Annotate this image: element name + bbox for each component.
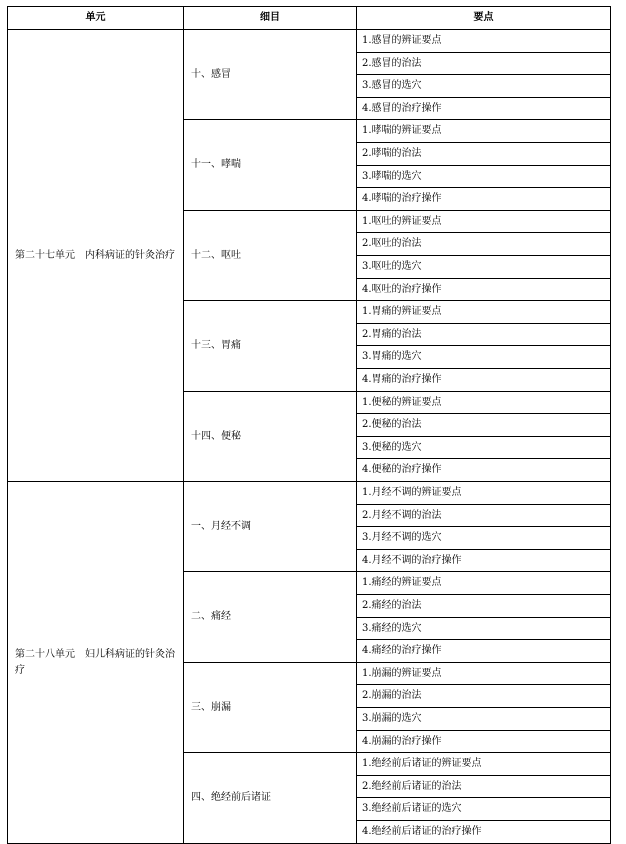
point-cell-text: 2.胃痛的治法 bbox=[362, 329, 422, 340]
topic-cell-text: 十二、呕吐 bbox=[191, 249, 241, 261]
point-cell-text: 1.月经不调的辨证要点 bbox=[362, 487, 462, 498]
topic-cell-text: 二、痛经 bbox=[191, 611, 231, 622]
point-cell bbox=[356, 413, 611, 437]
point-cell-text: 4.感冒的治疗操作 bbox=[362, 103, 442, 114]
point-cell bbox=[356, 97, 611, 121]
topic-cell bbox=[183, 210, 357, 301]
point-cell bbox=[356, 278, 611, 302]
header-point bbox=[356, 6, 611, 30]
point-cell-text: 2.痛经的治法 bbox=[362, 600, 422, 611]
point-cell-text: 3.痛经的选穴 bbox=[362, 623, 422, 634]
point-cell-text: 3.感冒的选穴 bbox=[362, 80, 422, 91]
point-cell bbox=[356, 255, 611, 279]
point-cell-text: 3.月经不调的选穴 bbox=[362, 532, 442, 543]
point-cell bbox=[356, 436, 611, 460]
header-topic-text: 细目 bbox=[260, 12, 280, 23]
point-cell bbox=[356, 526, 611, 550]
header-unit-text: 单元 bbox=[85, 12, 106, 23]
point-cell-text: 1.呕吐的辨证要点 bbox=[362, 216, 442, 227]
header-point-text: 要点 bbox=[473, 12, 494, 23]
point-cell bbox=[356, 752, 611, 776]
unit-cell bbox=[7, 481, 184, 844]
point-cell bbox=[356, 345, 611, 369]
point-cell bbox=[356, 639, 611, 663]
point-cell-text: 4.崩漏的治疗操作 bbox=[362, 736, 442, 747]
point-cell-text: 1.崩漏的辨证要点 bbox=[362, 668, 442, 679]
point-cell bbox=[356, 29, 611, 53]
topic-cell bbox=[183, 662, 357, 753]
point-cell bbox=[356, 368, 611, 392]
topic-cell-text: 十四、便秘 bbox=[191, 430, 241, 442]
point-cell bbox=[356, 549, 611, 573]
point-cell bbox=[356, 684, 611, 708]
topic-cell-text: 一、月经不调 bbox=[191, 520, 251, 532]
header-topic bbox=[183, 6, 357, 30]
point-cell-text: 2.感冒的治法 bbox=[362, 58, 422, 69]
point-cell-text: 2.绝经前后诸证的治法 bbox=[362, 781, 462, 792]
point-cell bbox=[356, 142, 611, 166]
point-cell bbox=[356, 52, 611, 76]
point-cell-text: 1.感冒的辨证要点 bbox=[362, 35, 442, 46]
unit-cell-text: 第二十八单元 妇儿科病证的针灸治疗 bbox=[15, 648, 175, 676]
point-cell bbox=[356, 74, 611, 98]
topic-cell-text: 四、绝经前后诸证 bbox=[191, 792, 271, 803]
topic-cell bbox=[183, 119, 357, 211]
point-cell-text: 2.月经不调的治法 bbox=[362, 510, 442, 521]
point-cell bbox=[356, 730, 611, 754]
point-cell bbox=[356, 797, 611, 821]
point-cell bbox=[356, 594, 611, 618]
point-cell-text: 4.便秘的治疗操作 bbox=[362, 464, 442, 475]
point-cell-text: 4.哮喘的治疗操作 bbox=[362, 193, 442, 204]
point-cell bbox=[356, 210, 611, 234]
point-cell bbox=[356, 187, 611, 211]
point-cell-text: 1.绝经前后诸证的辨证要点 bbox=[362, 758, 482, 769]
topic-cell-text: 三、崩漏 bbox=[191, 701, 231, 713]
point-cell-text: 1.哮喘的辨证要点 bbox=[362, 125, 442, 136]
topic-cell bbox=[183, 391, 357, 482]
syllabus-table bbox=[7, 6, 610, 837]
point-cell bbox=[356, 617, 611, 641]
topic-cell-text: 十一、哮喘 bbox=[191, 159, 241, 170]
topic-cell bbox=[183, 29, 357, 120]
point-cell bbox=[356, 458, 611, 482]
topic-cell-text: 十、感冒 bbox=[191, 68, 231, 80]
header-unit bbox=[7, 6, 184, 30]
unit-cell-text: 第二十七单元 内科病证的针灸治疗 bbox=[15, 249, 175, 261]
point-cell-text: 1.痛经的辨证要点 bbox=[362, 577, 442, 588]
point-cell bbox=[356, 119, 611, 143]
point-cell-text: 4.呕吐的治疗操作 bbox=[362, 284, 442, 295]
topic-cell bbox=[183, 481, 357, 572]
point-cell-text: 3.哮喘的选穴 bbox=[362, 171, 422, 182]
point-cell bbox=[356, 504, 611, 528]
point-cell bbox=[356, 820, 611, 844]
point-cell-text: 4.月经不调的治疗操作 bbox=[362, 555, 462, 566]
point-cell-text: 2.呕吐的治法 bbox=[362, 238, 422, 249]
point-cell-text: 4.胃痛的治疗操作 bbox=[362, 374, 442, 385]
point-cell-text: 3.便秘的选穴 bbox=[362, 442, 422, 453]
point-cell-text: 3.胃痛的选穴 bbox=[362, 351, 422, 362]
topic-cell bbox=[183, 571, 357, 663]
point-cell-text: 2.崩漏的治法 bbox=[362, 690, 422, 701]
point-cell bbox=[356, 300, 611, 324]
point-cell-text: 4.痛经的治疗操作 bbox=[362, 645, 442, 656]
point-cell bbox=[356, 232, 611, 256]
point-cell bbox=[356, 323, 611, 347]
topic-cell-text: 十三、胃痛 bbox=[191, 340, 241, 351]
point-cell bbox=[356, 165, 611, 189]
point-cell-text: 1.胃痛的辨证要点 bbox=[362, 306, 442, 317]
point-cell bbox=[356, 571, 611, 595]
point-cell bbox=[356, 391, 611, 415]
point-cell-text: 2.哮喘的治法 bbox=[362, 148, 422, 159]
point-cell-text: 1.便秘的辨证要点 bbox=[362, 397, 442, 408]
topic-cell bbox=[183, 752, 357, 844]
point-cell-text: 3.呕吐的选穴 bbox=[362, 261, 422, 272]
point-cell-text: 3.崩漏的选穴 bbox=[362, 713, 422, 724]
point-cell bbox=[356, 481, 611, 505]
point-cell-text: 2.便秘的治法 bbox=[362, 419, 422, 430]
topic-cell bbox=[183, 300, 357, 392]
point-cell bbox=[356, 662, 611, 686]
point-cell-text: 4.绝经前后诸证的治疗操作 bbox=[362, 826, 482, 837]
unit-cell bbox=[7, 29, 184, 482]
point-cell-text: 3.绝经前后诸证的选穴 bbox=[362, 803, 462, 814]
point-cell bbox=[356, 707, 611, 731]
point-cell bbox=[356, 775, 611, 799]
